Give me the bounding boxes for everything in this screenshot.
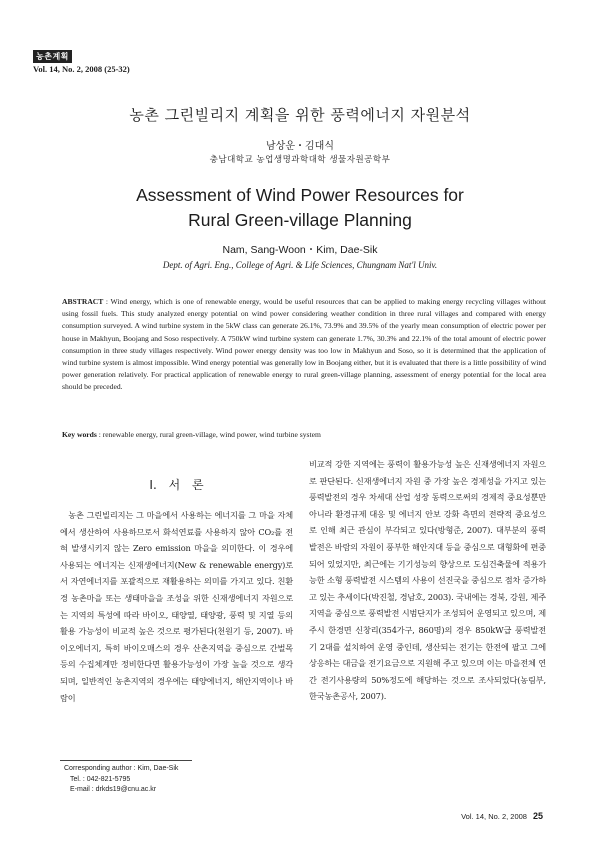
body-paragraph-right: 비교적 강한 지역에는 풍력이 활용가능성 높은 신재생에너지 자원으로 판단된다. 신재생에너지 자원 중 가장 높은 경제성을 가지고 있는 풍력발전의 경우 차세대 산업 성장 동력으로써의 경제적 중요성뿐만 아니라 환경규제 대응 및 에너지 안보 강화 측면의 전략적 중요성으로 인해 최근 관심이 부각되고 있다(방형준, 2007). 대부분의 풍력발전은 바람의 자원이 풍부한 해안지대 등을 중심으로 대형화에 편중되어 있었지만, 최근에는 기기성능의 향상으로 도심건축물에 적용가능한 소형 풍력발전 시스템의 사용이 선진국을 중심으로 점차 증가하고 있는 추세이다(박진철, 경남호, 2003). 국내에는 경북, 강원, 제주지역을 중심으로 풍력발전 시범단지가 조성되어 운영되고 있으며, 제주시 한경면 신창리(354가구, 860명)의 경우 850kW급 풍력발전기 2대를 설치하여 운영 중인데, 생산되는 전기는 한전에 팔고 그에 상응하는 대금을 전기요금으로 지원해 주고 있으며 이는 마을전체 연간 전기사용량의 50%정도에 해당하는 것으로 조사되었다(농림부, 한국농촌공사, 2007). (309, 459, 546, 702)
section-heading: I. 서 론 (149, 478, 204, 492)
authors-korean: 남상운・김대식 (266, 141, 334, 152)
journal-badge: 농촌계획 (33, 50, 72, 63)
abstract-label: ABSTRACT (62, 297, 104, 306)
footnote-author: Corresponding author : Kim, Dae-Sik (64, 765, 179, 772)
footnote-tel: Tel. : 042-821-5795 (70, 775, 131, 783)
footnote-divider (60, 760, 192, 761)
affiliation-korean: 충남대학교 농업생명과학대학 생물자원공학부 (209, 155, 391, 165)
title-korean: 농촌 그린빌리지 계획을 위한 풍력에너지 자원분석 (129, 106, 471, 124)
footnote-email: E-mail : drkds19@cnu.ac.kr (70, 786, 157, 793)
keywords-text: : renewable energy, rural green-village, wind power, wind turbine system (96, 430, 321, 439)
body-paragraph-left: 농촌 그린빌리지는 그 마을에서 사용하는 에너지를 그 마을 자체에서 생산하여 사용하므로서 화석연료를 사용하지 않아 CO₂를 전혀 발생시키지 않는 Zero emission 마을을 의미한다. 이 경우에 사용되는 에너지는 신재생에너지(New & renewable energy)로서 자연에너지를 포괄적으로 재활용하는 의미를 가지고 있다. 친환경 농촌마을 또는 생태마을을 조성을 위한 신재생에너지 자원으로는 지역의 특성에 따라 바이오, 태양열, 태양광, 풍력 및 지열 등의 활용 가능성이 비교적 높은 것으로 평가된다(천원기 등, 2007). 바이오에너지, 특히 바이오매스의 경우 산촌지역을 중심으로 간벌목 등의 수집체계만 정비한다면 활용가능성이 가장 높을 것으로 생각되며, 일반적인 농촌지역의 경우에는 태양에너지, 해안지역이나 바람이 (60, 510, 293, 703)
footer-journal-ref: Vol. 14, No. 2, 2008 (461, 812, 527, 821)
left-column (60, 462, 293, 706)
corresponding-author-footnote (64, 764, 178, 796)
title-english-line-1: Assessment of Wind Power Resources for (136, 185, 464, 205)
title-english-line-2: Rural Green-village Planning (188, 210, 412, 230)
page-footer (461, 811, 543, 821)
abstract-text: : Wind energy, which is one of renewable energy, would be useful resources that can be applied to making energy recycling villages without using fossil fuels. This study analyzed energy potential on wind power considering weather condition in three rural villages and compared with energy consumption surveyed. A wind turbine system in the 5kW class can generate 26.1%, 73.9% and 39.5% of the yearly mean consumption of electric power per house in Makhyun, Boojang and Soso respectively. A 750kW wind turbine system can generate 1.7%, 30.3% and 22.1% of the total amount of electric power consumption in three study villages respectively. Wind power energy density was too low in Makhyun and Soso, so it is determined that the application of wind turbine system is almost impossible. Wind energy potential was generally low in Boojang either, but it is evaluated that there is a little possibility of wind power generation relatively. For practical application of renewable energy to rural green-village planning, assessment of energy potential for the local area should be preceded. (62, 297, 546, 392)
title-english (0, 183, 600, 233)
abstract (62, 296, 546, 394)
affiliation-english: Dept. of Agri. Eng., College of Agri. & Life Sciences, Chungnam Nat'l Univ. (162, 260, 438, 270)
volume-line: Vol. 14, No. 2, 2008 (25-32) (33, 64, 130, 74)
right-column (309, 456, 546, 705)
authors-english: Nam, Sang-Woon・Kim, Dae-Sik (222, 244, 378, 256)
page-number: 25 (532, 811, 543, 821)
keywords (62, 430, 546, 439)
keywords-label: Key words (62, 430, 97, 439)
